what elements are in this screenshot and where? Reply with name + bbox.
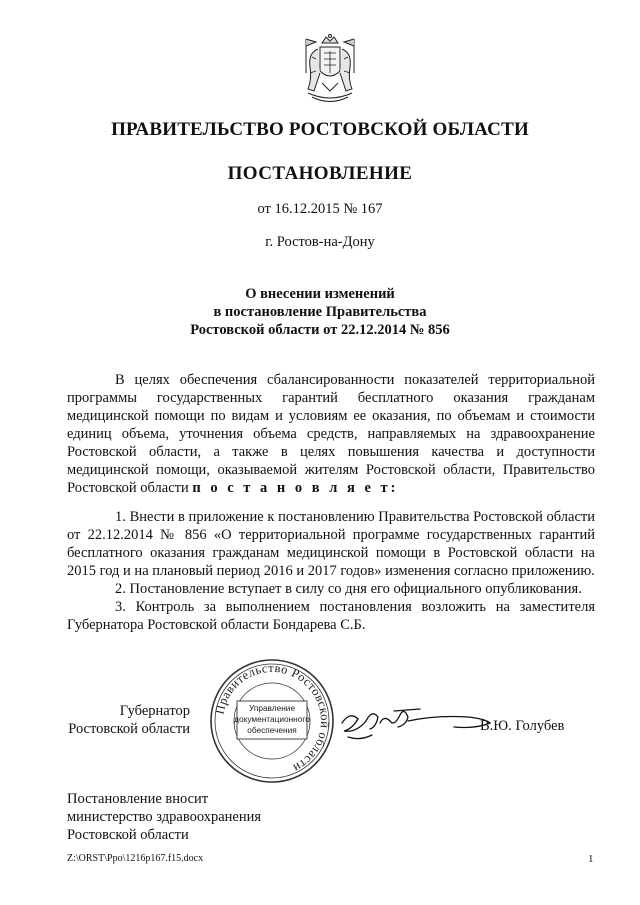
signatory-name: В.Ю. Голубев (480, 718, 565, 734)
page-number: 1 (588, 853, 594, 865)
signatory-position (60, 702, 190, 738)
government-title: ПРАВИТЕЛЬСТВО РОСТОВСКОЙ ОБЛАСТИ (111, 119, 529, 140)
submitted-by-note (67, 790, 261, 844)
resolution-item: 1. Внести в приложение к постановлению Правительства Ростовской области от 22.12.2014 № 856 «О территориальной программе государственных гарантий бесплатного оказания гражданам медицинской помощи в Ростовской области на 2015 год и на плановый период 2016 и 2017 годов» изменения согласно приложению. (67, 509, 595, 579)
subject-line: в постановление Правительства (213, 304, 427, 320)
document-date-number: от 16.12.2015 № 167 (257, 201, 383, 217)
resolves-phrase: п о с т а н о в л я е т: (192, 480, 399, 496)
handwritten-signature (336, 693, 496, 753)
document-city: г. Ростов-на-Дону (265, 234, 375, 250)
stamp-center-line: Управление (248, 703, 296, 713)
stamp-center-line: обеспечения (247, 725, 297, 735)
document-type: ПОСТАНОВЛЕНИЕ (227, 163, 413, 184)
resolution-item: 3. Контроль за выполнением постановления возложить на заместителя Губернатора Ростовской области Бондарева С.Б. (67, 599, 595, 633)
subject-line: Ростовской области от 22.12.2014 № 856 (190, 322, 450, 338)
position-line: Ростовской области (68, 721, 190, 737)
coat-of-arms-icon (298, 33, 362, 107)
subject-line: О внесении изменений (245, 286, 395, 302)
preamble-paragraph (67, 371, 595, 497)
file-path: Z:\ORST\Ppo\1216p167.f15.docx (67, 853, 204, 864)
official-stamp (207, 656, 337, 786)
note-line: министерство здравоохранения (67, 809, 262, 825)
stamp-center-line: документационного (234, 714, 310, 724)
resolution-items (67, 508, 595, 634)
note-line: Ростовской области (67, 827, 189, 843)
position-line: Губернатор (119, 703, 190, 719)
stamp-ring-text: Правительство Ростовской области (212, 660, 333, 776)
note-line: Постановление вносит (67, 791, 209, 807)
resolution-item: 2. Постановление вступает в силу со дня его официального опубликования. (115, 581, 582, 597)
document-subject (0, 285, 640, 339)
preamble-text: В целях обеспечения сбалансированности показателей территориальной программы государственных гарантий бесплатного оказания гражданам медицинской помощи по видам и условиям ее оказания, по объемам и стоимости единиц объема, уточнения объема средств, направляемых на здравоохранение Ростовской области, а также в целях повышения качества и доступности медицинской помощи, оказываемой жителям Ростовской области, Правительство Ростовской области (67, 372, 595, 496)
